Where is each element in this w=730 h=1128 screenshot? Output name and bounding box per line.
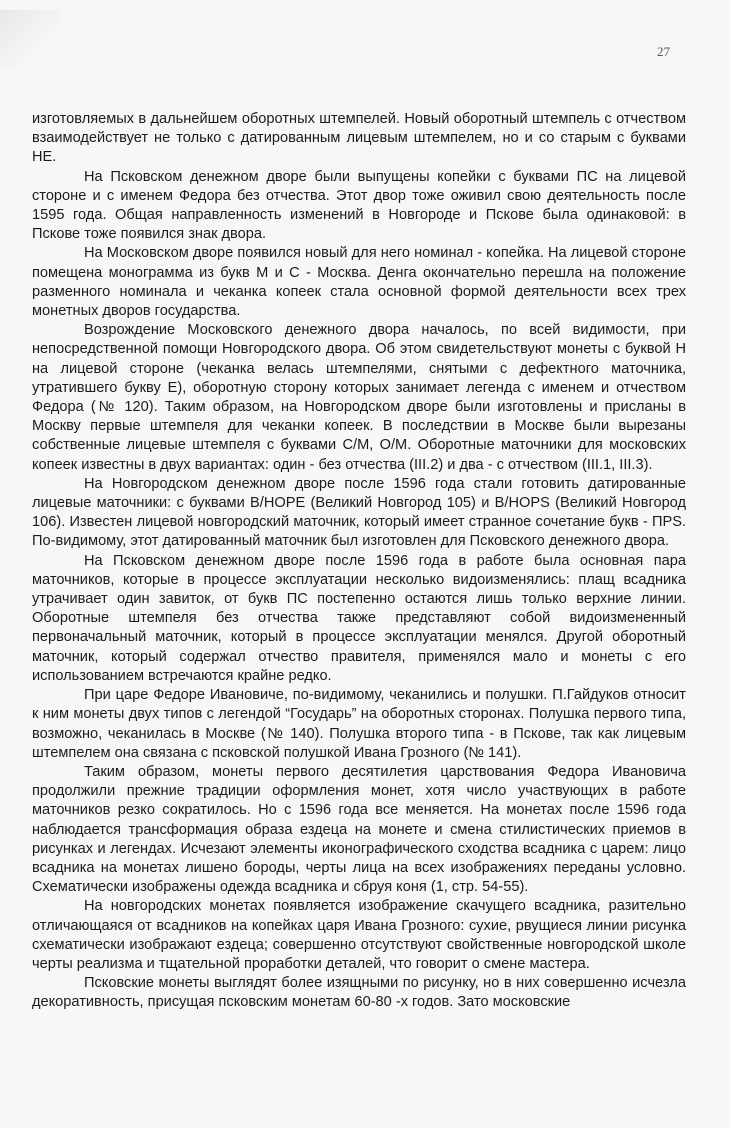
paragraph: На Псковском денежном дворе были выпущены копейки с буквами ПС на лицевой стороне и с именем Федора без отчества. Этот двор тоже оживил свою деятельность после 1595 года. Общая направленность изменений в Новгороде и Пскове была одинаковой: в Пскове тоже появился знак двора. [32, 168, 686, 243]
paragraph: Таким образом, монеты первого десятилетия царствования Федора Ивановича продолжили прежние традиции оформления монет, хотя число участвующих в работе маточников резко сократилось. Но с 1596 года все меняется. На монетах после 1596 года наблюдается трансформация образа ездеца на монете и смена стилистических приемов в рисунках и легендах. Исчезают элементы иконографического сходства всадника с царем: лицо всадника на монетах лишено бороды, черты лица на всех изображениях переданы условно. Схематически изображены одежда всадника и сбруя коня (1, стр. 54-55). [32, 763, 686, 896]
paragraph: Возрождение Московского денежного двора началось, по всей видимости, при непосредственной помощи Новгородского двора. Об этом свидетельствуют монеты с буквой Н на лицевой стороне (чеканка велась штемпелями, снятыми с дефектного маточника, утратившего букву Е), оборотную сторону которых занимает легенда с именем и отчеством Федора (№ 120). Таким образом, на Новгородском дворе были изготовлены и присланы в Москву первые штемпеля для чеканки копеек. В последствии в Москве были вырезаны собственные лицевые штемпеля с буквами С/М, О/М. Оборотные маточники для московских копеек известны в двух вариантах: один - без отчества (III.2) и два - с отчеством (III.1, III.3). [32, 322, 686, 473]
paragraph: При царе Федоре Ивановиче, по-видимому, чеканились и полушки. П.Гайдуков относит к ним монеты двух типов с легендой “Государь” на оборотных сторонах. Полушка первого типа, возможно, чеканилась в Москве (№ 140). Полушка второго типа - в Пскове, так как лицевым штемпелем она связана с псковской полушкой Ивана Грозного (№ 141). [32, 687, 686, 761]
paragraph: На Новгородском денежном дворе после 1596 года стали готовить датированные лицевые маточники: с буквами В/НОРЕ (Великий Новгород 105) и В/НОPS (Великий Новгород 106). Известен лицевой новгородский маточник, который имеет странное сочетание букв - ПPS. По-видимому, этот датированный маточник был изготовлен для Псковского денежного двора. [32, 475, 686, 550]
paragraph: изготовляемых в дальнейшем оборотных штемпелей. Новый оборотный штемпель с отчеством взаимодействует не только с датированным лицевым штемпелем, но и со старым с буквами НЕ. [32, 111, 686, 166]
paragraph: На Московском дворе появился новый для него номинал - копейка. На лицевой стороне помещена монограмма из букв М и С - Москва. Денга окончательно перешла на положение разменного номинала и чеканка копеек стала основной формой деятельности всех трех монетных дворов государства. [32, 245, 686, 320]
scan-artifact [0, 10, 60, 70]
paragraph: На Псковском денежном дворе после 1596 года в работе была основная пара маточников, которые в процессе эксплуатации несколько видоизменялись: плащ всадника утрачивает один завиток, от букв ПС постепенно остаются лишь только верхние линии. Оборотные штемпеля без отчества также представляют собой видоизмененный первоначальный маточник, который в процессе эксплуатации менялся. Другой оборотный маточник, который содержал отчество правителя, применялся мало и монеты с его использованием встречаются крайне редко. [32, 552, 686, 684]
document-body [32, 110, 686, 1013]
paragraph: Псковские монеты выглядят более изящными по рисунку, но в них совершенно исчезла декоративность, присущая псковским монетам 60-80 -х годов. Зато московские [32, 975, 686, 1011]
paragraph: На новгородских монетах появляется изображение скачущего всадника, разительно отличающаяся от всадников на копейках царя Ивана Грозного: сухие, рвущиеся линии рисунка схематически изображают ездеца; совершенно отсутствуют свойственные новгородской школе черты реализма и тщательной проработки деталей, что говорит о смене мастера. [32, 898, 686, 972]
page-number: 27 [657, 44, 670, 59]
